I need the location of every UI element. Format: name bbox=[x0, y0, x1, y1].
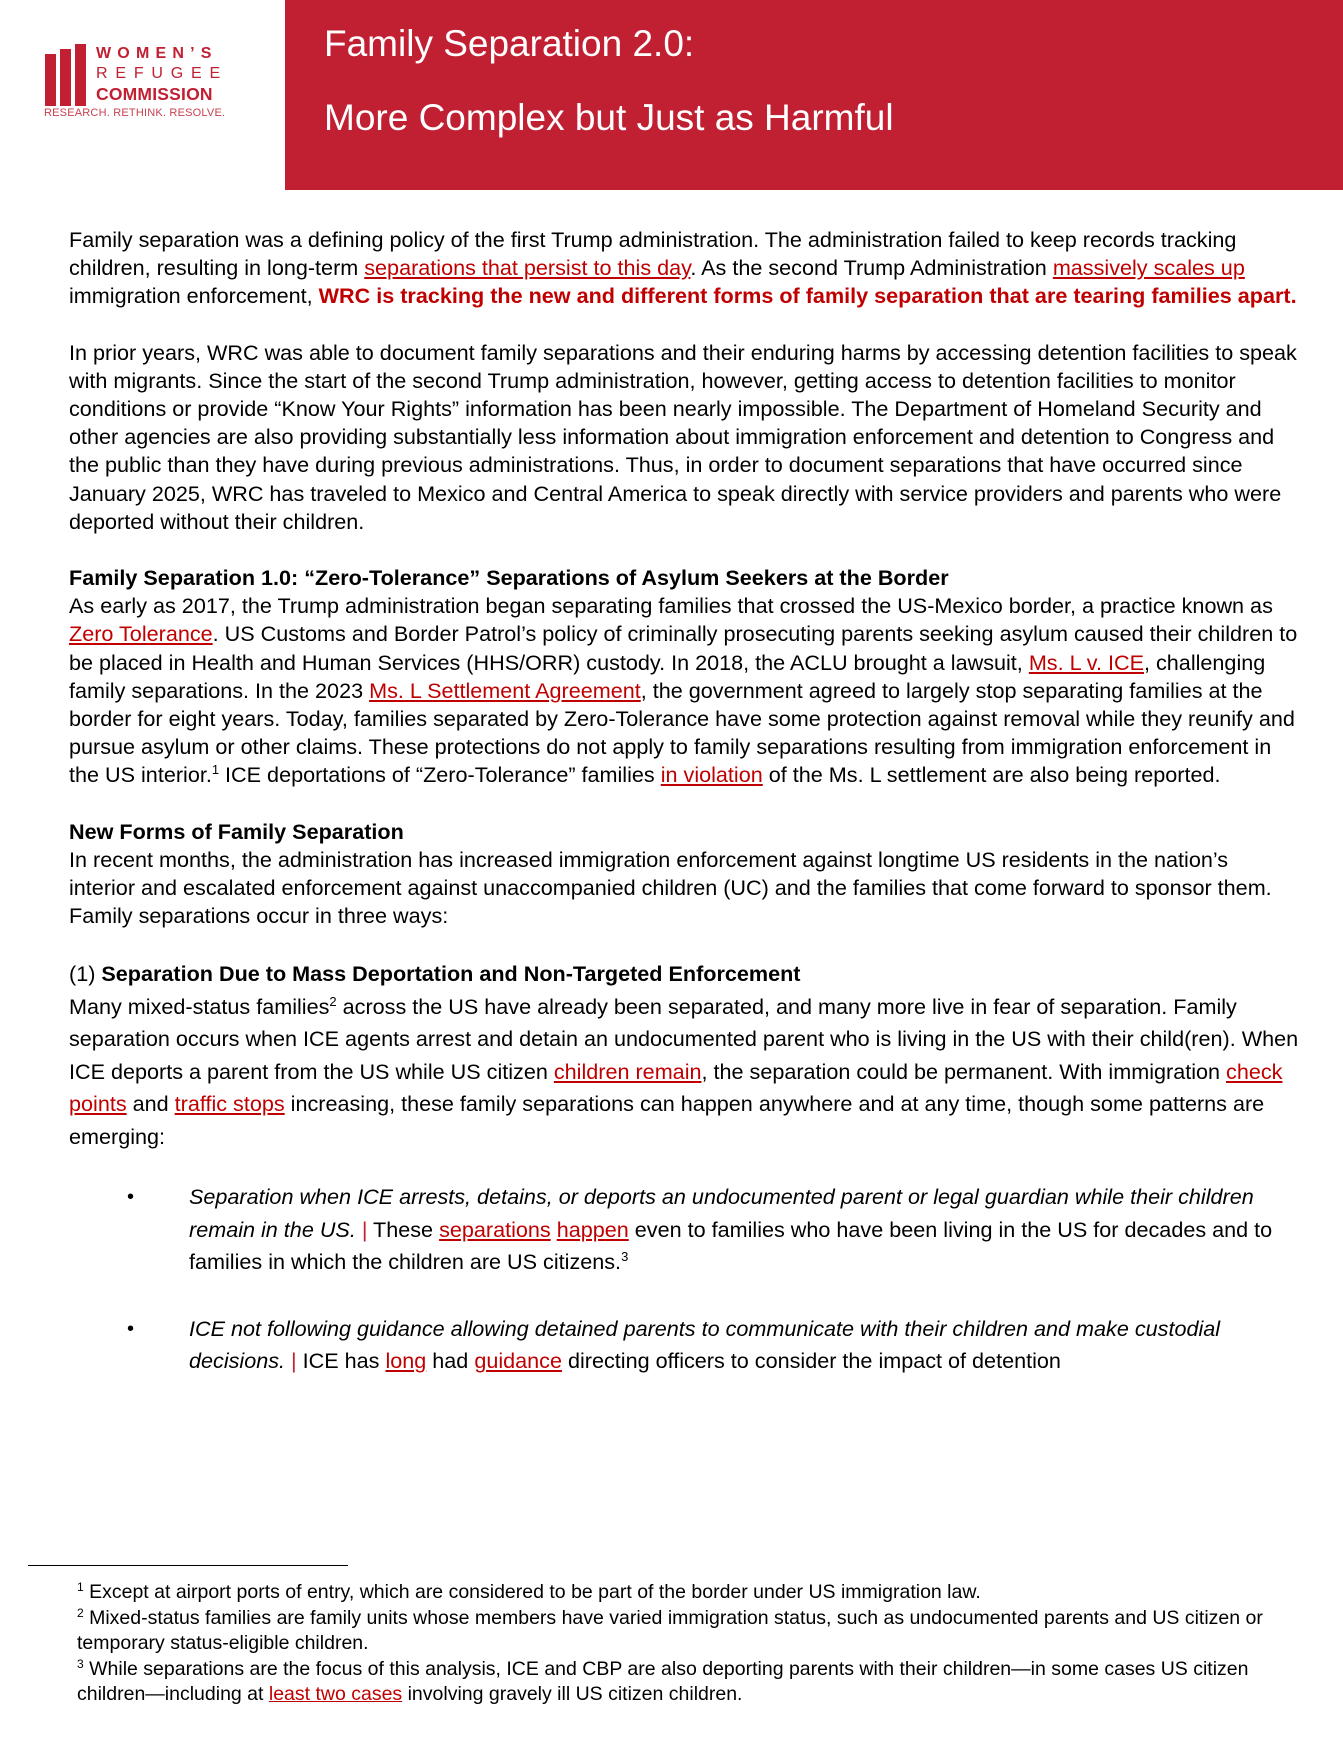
section-heading-new-forms: New Forms of Family Separation bbox=[69, 818, 404, 844]
bullet-icon: • bbox=[127, 1186, 135, 1209]
title-banner bbox=[285, 0, 1343, 190]
page-title-line-1: Family Separation 2.0: bbox=[324, 23, 695, 64]
link-traffic-stops[interactable]: traffic stops bbox=[174, 1091, 285, 1117]
logo-line-1: WOMEN’S bbox=[96, 45, 218, 62]
bullet-lead: ICE not following guidance allowing detained parents to communicate with their children and make custodial decisions. bbox=[189, 1315, 1221, 1374]
logo-tagline: RESEARCH. RETHINK. RESOLVE. bbox=[44, 107, 226, 119]
section-1-paragraph: As early as 2017, the Trump administration began separating families that crossed the US-Mexico border, a practice known as Zero Tolerance. US Customs and Border Patrol’s policy of criminally prosecuting parents seeking asylum caused their children to be placed in Health and Human Services (HHS/ORR) custody. In 2018, the ACLU brought a lawsuit, Ms. L v. ICE, challenging family separations. In the 2023 Ms. L Settlement Agreement, the government agreed to largely stop separating families at the border for eight years. Today, families separated by Zero-Tolerance have some protection against removal while they reunify and pursue asylum or other claims. These protections do not apply to family separations resulting from immigration enforcement in the US interior.$^1$ ICE deportations of “Zero-Tolerance” families in violation of the Ms. L settlement are also being reported. bbox=[69, 593, 1298, 788]
footnote-2: $^2$ Mixed-status families are family units whose members have varied immigration status, such as undocumented parents and US citizen or temporary status-eligible children. bbox=[77, 1605, 1263, 1654]
logo-bar-icon bbox=[45, 54, 56, 106]
link-separations-persist[interactable]: separations that persist to this day bbox=[364, 255, 691, 281]
list-item: • Separation when ICE arrests, detains, or deports an undocumented parent or legal guardian while their children remain in the US. | These separations happen even to families who have been living in the US for decades and to families in which the children are US citizens.$^3$ bbox=[69, 1181, 1299, 1279]
logo-line-3: COMMISSION bbox=[96, 84, 213, 104]
link-happen[interactable]: happen bbox=[556, 1216, 629, 1242]
section-heading-family-separation-1: Family Separation 1.0: “Zero-Tolerance” Separations of Asylum Seekers at the Border bbox=[69, 565, 949, 591]
footnote-divider bbox=[28, 1565, 348, 1566]
footnote-ref-1[interactable]: 1 bbox=[211, 762, 220, 778]
logo-bar-icon bbox=[75, 44, 86, 106]
link-long[interactable]: long bbox=[385, 1348, 427, 1374]
link-zero-tolerance[interactable]: Zero Tolerance bbox=[69, 621, 213, 647]
bullet-icon: • bbox=[127, 1317, 135, 1340]
link-guidance[interactable]: guidance bbox=[474, 1348, 562, 1374]
link-ms-l-settlement-agreement[interactable]: Ms. L Settlement Agreement bbox=[369, 677, 641, 703]
section-2-paragraph: In recent months, the administration has increased immigration enforcement against longtime US residents in the nation’s interior and escalated enforcement against unaccompanied children (UC) and the families that come forward to sponsor them. Family separations occur in three ways: bbox=[69, 846, 1272, 929]
intro-paragraph-2: In prior years, WRC was able to document family separations and their enduring harms by accessing detention facilities to speak with migrants. Since the start of the second Trump administration, however, getting access to detention facilities to monitor conditions or provide “Know Your Rights” information has been nearly impossible. The Department of Homeland Security and other agencies are also providing substantially less information about immigration enforcement and detention to Congress and the public than they have during previous administrations. Thus, in order to document separations that have occurred since January 2025, WRC has traveled to Mexico and Central America to speak directly with service providers and parents who were deported without their children. bbox=[69, 339, 1297, 534]
footnote-1: $^1$ Except at airport ports of entry, which are considered to be part of the border under US immigration law. bbox=[77, 1580, 981, 1603]
footnote-3: $^3$ While separations are the focus of this analysis, ICE and CBP are also deporting parents with their children—in some cases US citizen children—including at least two cases involving gravely ill US citizen children. bbox=[77, 1656, 1249, 1705]
link-ms-l-v-ice[interactable]: Ms. L v. ICE bbox=[1028, 649, 1144, 675]
link-check-points[interactable]: check points bbox=[69, 1058, 1283, 1117]
bullet-lead: Separation when ICE arrests, detains, or deports an undocumented parent or legal guardian while their children remain in the US. bbox=[189, 1184, 1254, 1242]
bullet-list bbox=[69, 1181, 1299, 1378]
section-3-paragraph: Many mixed-status families$^2$ across the US have already been separated, and many more live in fear of separation. Family separation occurs when ICE agents arrest and detain an undocumented parent who is living in the US with their child(ren). When ICE deports a parent from the US while US citizen children remain, the separation could be permanent. With immigration check points and traffic stops increasing, these family separations can happen anywhere and at any time, though some patterns are emerging: bbox=[69, 993, 1299, 1149]
document-body bbox=[69, 226, 1299, 1412]
footnotes bbox=[77, 1580, 1307, 1708]
logo-line-2: REFUGEE bbox=[96, 65, 228, 82]
intro-paragraph-1: Family separation was a defining policy of the first Trump administration. The administration failed to keep records tracking children, resulting in long-term separations that persist to this day. As the second Trump Administration massively scales up immigration enforcement, WRC is tracking the new and different forms of family separation that are tearing families apart. bbox=[69, 227, 1297, 309]
link-massively-scales-up[interactable]: massively scales up bbox=[1052, 255, 1245, 281]
separator-pipe: | bbox=[355, 1216, 374, 1242]
section-heading-mass-deportation: (1) Separation Due to Mass Deportation and Non-Targeted Enforcement bbox=[69, 961, 801, 987]
page-title-line-2: More Complex but Just as Harmful bbox=[324, 97, 894, 138]
logo-bar-icon bbox=[60, 49, 71, 106]
link-in-violation[interactable]: in violation bbox=[660, 762, 763, 788]
footnote-ref-3[interactable]: 3 bbox=[621, 1249, 629, 1265]
emphasis-statement: WRC is tracking the new and different forms of family separation that are tearing families apart. bbox=[318, 283, 1297, 309]
wrc-logo bbox=[44, 44, 254, 124]
link-children-remain[interactable]: children remain bbox=[553, 1058, 702, 1084]
separator-pipe: | bbox=[285, 1348, 303, 1374]
link-least-two-cases[interactable]: least two cases bbox=[268, 1683, 403, 1705]
list-item: • ICE not following guidance allowing detained parents to communicate with their children and make custodial decisions. | ICE has long had guidance directing officers to consider the impact of detention bbox=[69, 1313, 1299, 1378]
link-separations[interactable]: separations bbox=[439, 1216, 551, 1242]
footnote-ref-2[interactable]: 2 bbox=[329, 993, 337, 1009]
